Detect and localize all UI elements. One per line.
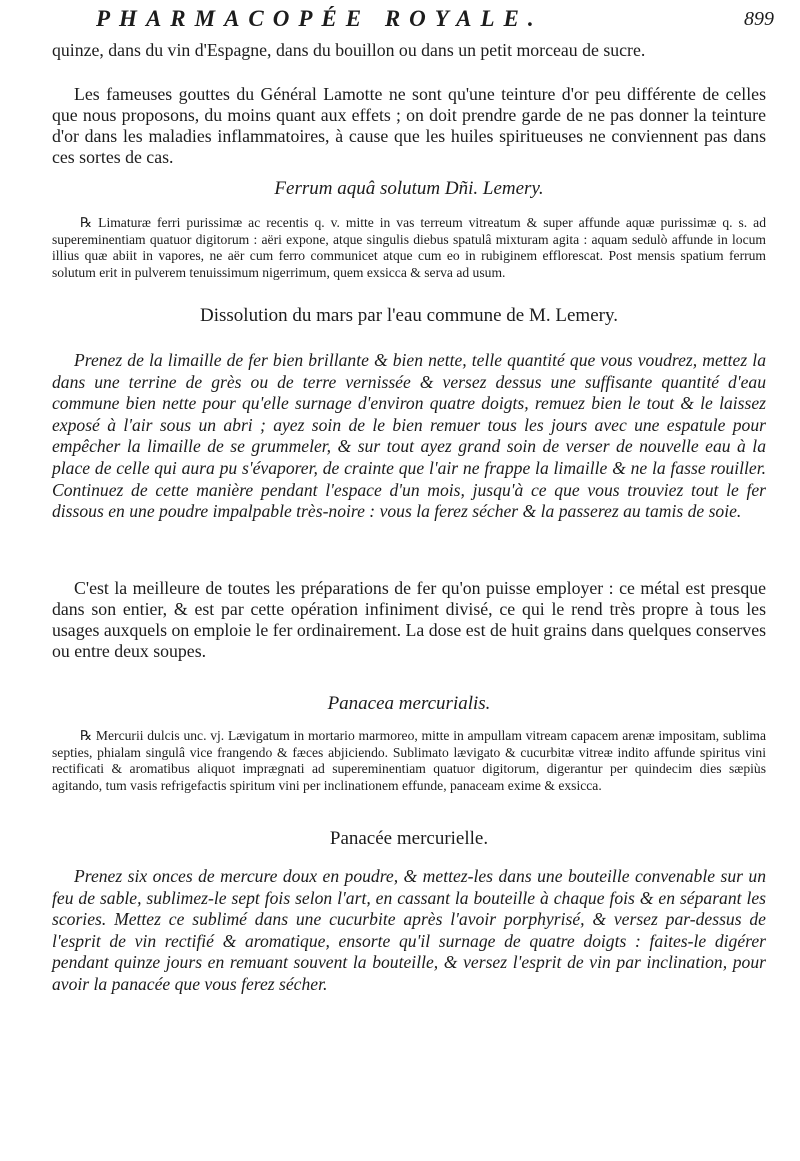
section-heading-panacea <box>52 692 766 716</box>
page-number: 899 <box>744 8 774 30</box>
paragraph-text: Les fameuses gouttes du Général Lamotte ne sont qu'une teinture d'or peu différente de celles que nous proposons, du moins quant aux effets ; on doit prendre garde de ne pas donner la teinture d'or dans les maladies inflammatoires, à cause que les huiles spiritueuses ne conviennent pas dans ces sortes de cas. <box>52 84 766 167</box>
recipe-dissolution <box>52 350 766 523</box>
latin-text: ℞ Mercurii dulcis unc. vj. Lævigatum in mortario marmoreo, mitte in ampullam vitream capacem arenæ impositam, sublima septies, phialam singulâ vice frangendo & fæces abjiciendo. Sublimato lævigato & cucurbitæ vitreæ indito affunde spiritus vini rectificati & aromatibus aliquot imprægnati ad supereminentiam quatuor digitorum, digerantur per quindecim dies sæpiùs agitando, tum vasis refrigefactis spiritum vini per inclinationem effunde, panaceam exime & exsicca. <box>52 728 766 793</box>
paragraph-text: C'est la meilleure de toutes les préparations de fer qu'on puisse employer : ce métal est presque dans son entier, & est par cette opération infiniment divisé, ce qui le rend très propre à tous les usages auxquels on emploie le fer ordinairement. La dose est de huit grains dans quelques conserves ou entre deux soupes. <box>52 578 767 661</box>
latin-recipe-ferrum <box>52 215 766 281</box>
heading-text: Panacea mercurialis. <box>327 693 491 714</box>
section-heading-panacee <box>52 827 766 851</box>
section-heading-dissolution <box>52 304 766 328</box>
latin-recipe-panacea <box>52 728 766 794</box>
heading-text: Dissolution du mars par l'eau commune de M. Lemery. <box>200 305 618 326</box>
recipe-text: Prenez six onces de mercure doux en poudre, & mettez-les dans une bouteille convenable sur un feu de sable, sublimez-le sept fois selon l'art, en cassant la bouteille à chaque fois & en séparant les scories. Mettez ce sublimé dans une cucurbite après l'avoir porphyrisé, & versez par-dessus de l'esprit de vin rectifié & aromatique, ensorte qu'il surnage de quatre doigts : faites-le digérer pendant quinze jours en remuant souvent la bouteille, & versez l'esprit de vin par inclination, pour avoir la panacée que vous ferez sécher. <box>52 866 766 994</box>
paragraph-text: quinze, dans du vin d'Espagne, dans du bouillon ou dans un petit morceau de sucre. <box>52 40 646 60</box>
heading-text: Panacée mercurielle. <box>329 828 489 849</box>
paragraph-continuation <box>52 40 766 61</box>
recipe-text: Prenez de la limaille de fer bien brillante & bien nette, telle quantité que vous voudrez, mettez la dans une terrine de grès ou de terre vernissée & versez dessus une suffisante quantité d'eau commune bien nette pour qu'elle surnage d'environ quatre doigts, remuez bien le tout & le laissez exposé à l'air sous un abri ; ayez soin de le bien remuer tous les jours avec une espatule pour empêcher la limaille de se grummeler, & sur tout ayez grand soin de verser de nouvelle eau à la place de celle qui aura pu s'évaporer, de crainte que l'air ne frappe la limaille & ne la fasse rouiller. Continuez de cette manière pendant l'espace d'un mois, jusqu'à ce que vous trouviez tout le fer dissous en une poudre impalpable très-noire : vous la ferez sécher & la passerez au tamis de soie. <box>52 350 766 522</box>
running-title: PHARMACOPÉE ROYALE. <box>96 6 543 31</box>
latin-text: ℞ Limaturæ ferri purissimæ ac recentis q. v. mitte in vas terreum vitreatum & super affunde aquæ purissimæ q. s. ad supereminentiam quatuor digitorum : aëri expone, atque singulis diebus spatulâ mixturam agita : aquam sedulò affunde in locum illius quæ abiit in vapores, ne aër cum ferro communicet atque cum eo in rubiginem efflorescat. Post mensis spatium ferrum solutum erit in pulverem tenuissimum nigerrimum, quem exsicca & serva ad usum. <box>52 215 766 280</box>
section-heading-ferrum <box>52 177 766 201</box>
paragraph-commentary <box>52 578 766 662</box>
paragraph-lamotte <box>52 84 766 168</box>
running-head <box>96 6 774 38</box>
heading-text: Ferrum aquâ solutum Dñi. Lemery. <box>274 178 544 199</box>
recipe-panacee <box>52 866 766 996</box>
